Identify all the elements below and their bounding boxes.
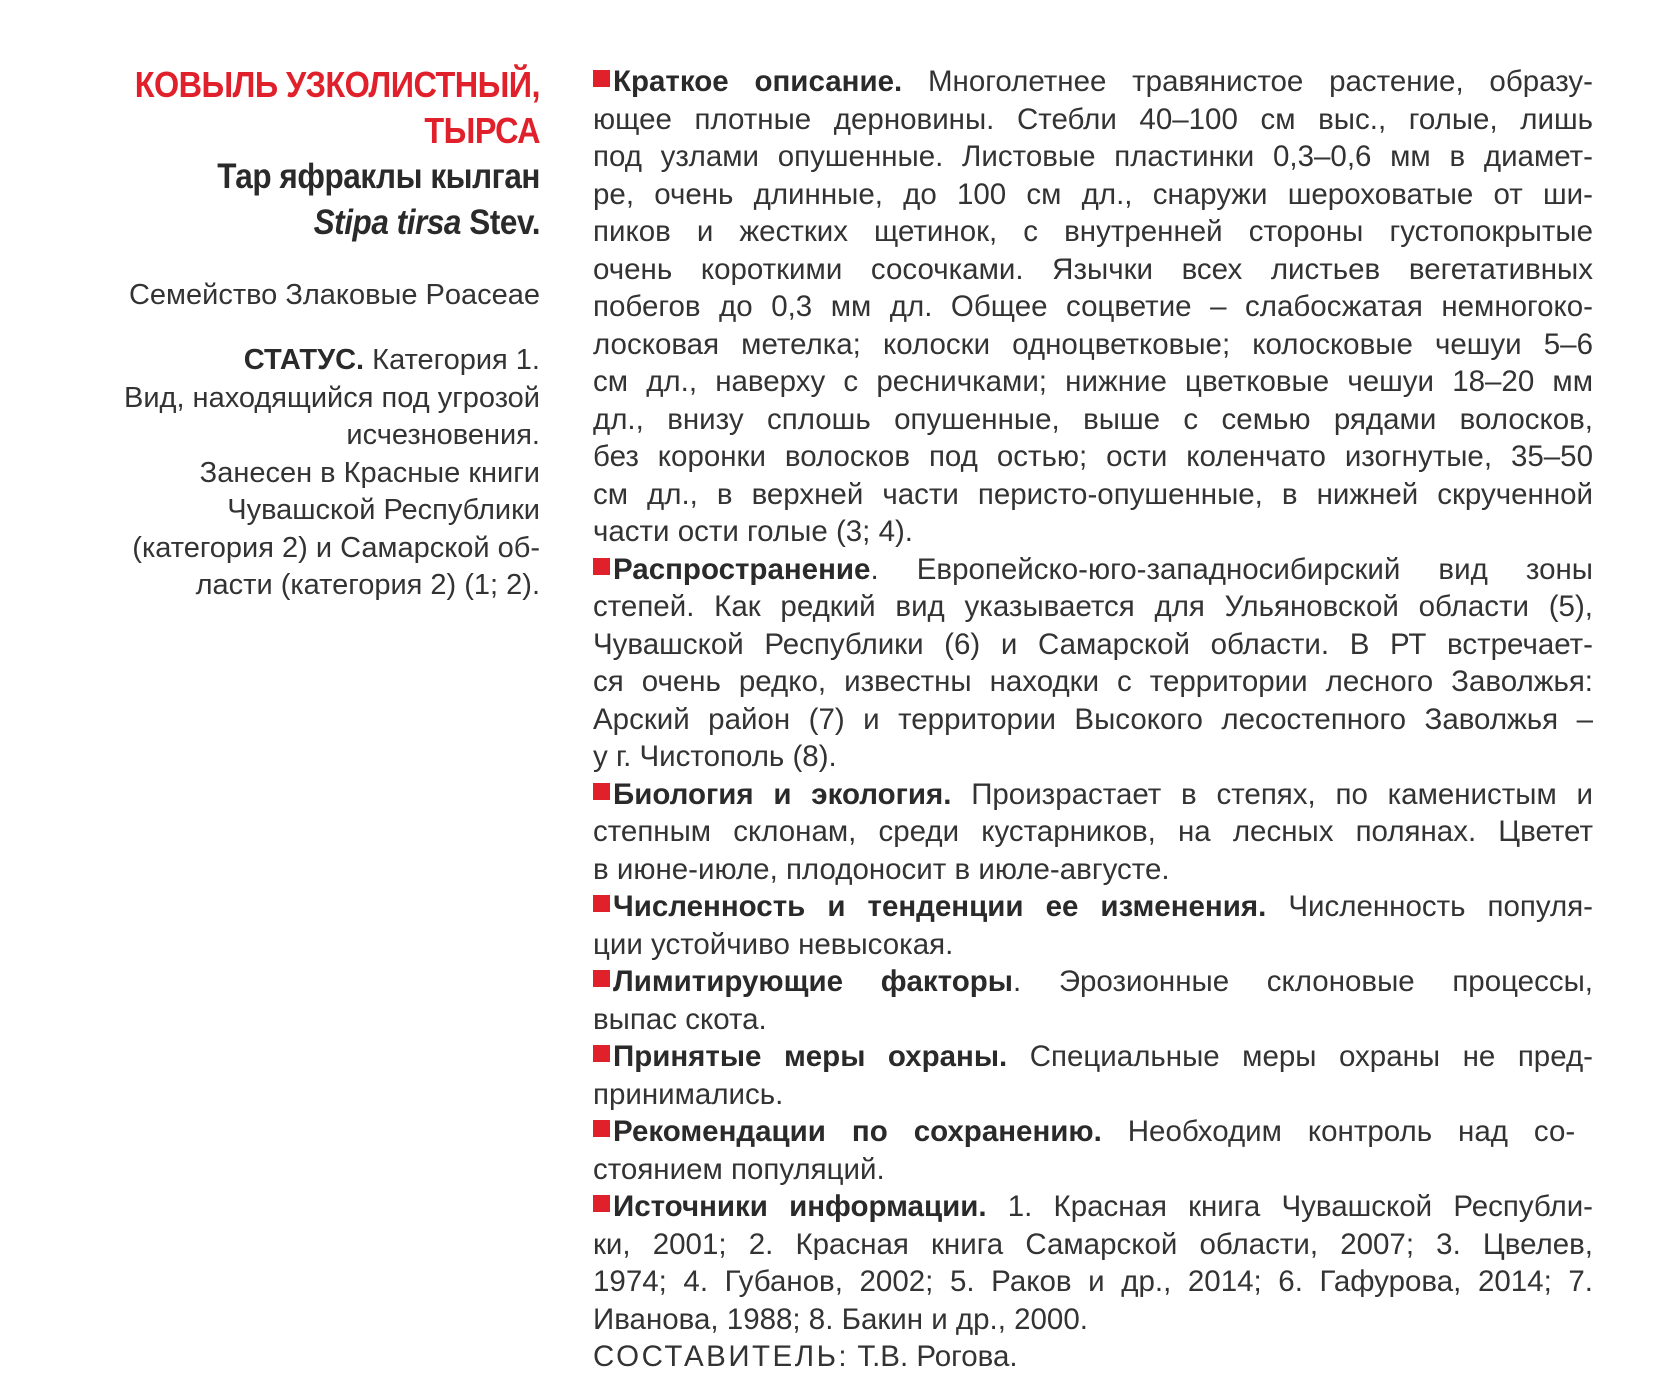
text-line <box>593 888 1593 926</box>
text-line: степей. Как редкий вид указывается для Ульяновской области (5), <box>593 590 1593 623</box>
compiler-name: Т.В. Рогова. <box>849 1340 1018 1373</box>
text-line: Чувашской Республики (6) и Самарской области. В РТ встречает- <box>593 627 1593 661</box>
text-line <box>593 776 1593 814</box>
section-heading: Распространение <box>613 552 871 586</box>
compiler-label: СОСТАВИТЕЛЬ: <box>593 1340 850 1373</box>
section <box>593 776 1593 889</box>
text-line <box>593 551 1593 589</box>
text-line: лосковая метелка; колоски одноцветковые; колосковые чешуи 5–6 <box>593 327 1593 361</box>
status-line: Чувашской Республики <box>227 494 540 526</box>
text-line: Иванова, 1988; 8. Бакин и др., 2000. <box>593 1302 1088 1336</box>
article-body <box>593 63 1593 1376</box>
text-line <box>593 1188 1593 1226</box>
red-square-bullet-icon <box>593 70 610 87</box>
status-line: Занесен в Красные книги <box>199 456 540 489</box>
text-line: ющее плотные дерновины. Стебли 40–100 см выс., голые, лишь <box>593 102 1593 136</box>
red-square-bullet-icon <box>593 1120 610 1137</box>
text-line <box>593 963 1593 1001</box>
status-text: Категория 1. <box>364 344 540 376</box>
section <box>593 1038 1593 1113</box>
section-heading: Принятые меры охраны. <box>613 1040 1008 1073</box>
species-title-latin <box>108 200 540 246</box>
text-line: ции устойчиво невысокая. <box>593 927 954 961</box>
section <box>593 63 1593 551</box>
section <box>593 963 1593 1038</box>
section-heading: Численность и тенденции ее изменения. <box>613 890 1267 923</box>
status-line: (категория 2) и Самарской об- <box>132 531 540 564</box>
text-line: части ости голые (3; 4). <box>593 515 913 548</box>
section-heading: Лимитирующие факторы <box>613 965 1013 998</box>
section-text: . Эрозионные склоновые процессы, <box>1012 965 1593 998</box>
text-line: у г. Чистополь (8). <box>593 740 837 773</box>
text-line: ре, очень длинные, до 100 см дл., снаружи шероховатые от ши- <box>593 177 1593 211</box>
text-line <box>593 1038 1593 1076</box>
red-square-bullet-icon <box>593 1195 610 1212</box>
section-text: Многолетнее травянистое растение, образу- <box>902 65 1593 98</box>
species-header <box>60 62 540 605</box>
family-line: Семейство Злаковые Poaceae <box>128 279 540 311</box>
text-line: выпас скота. <box>593 1002 767 1036</box>
title-line: КОВЫЛЬ УЗКОЛИСТНЫЙ, <box>134 64 540 105</box>
text-line: 1974; 4. Губанов, 2002; 5. Раков и др., 2014; 6. Гафурова, 2014; 7. <box>593 1265 1593 1298</box>
text-line: ся очень редко, известны находки с территории лесного Заволжья: <box>593 665 1593 698</box>
section-text: Необходим контроль над со- <box>1101 1115 1576 1148</box>
compiler-line <box>593 1338 1593 1376</box>
text-line: без коронки волосков под остью; ости коленчато изогнутые, 35–50 <box>593 440 1593 473</box>
status-block <box>60 342 540 605</box>
section <box>593 888 1593 963</box>
text-line: ки, 2001; 2. Красная книга Самарской области, 2007; 3. Цвелев, <box>593 1227 1593 1261</box>
latin-name: Stipa tirsa <box>313 203 461 242</box>
text-line: под узлами опушенные. Листовые пластинки 0,3–0,6 мм в диамет- <box>593 140 1593 173</box>
status-line: Вид, находящийся под угрозой <box>123 381 540 414</box>
red-square-bullet-icon <box>593 783 610 800</box>
section <box>593 1113 1593 1188</box>
text-line: пиков и жестких щетинок, с внутренней стороны густопокрытые <box>593 215 1593 248</box>
red-square-bullet-icon <box>593 895 610 912</box>
red-square-bullet-icon <box>593 558 610 575</box>
section-text: Произрастает в степях, по каменистым и <box>951 777 1593 811</box>
section-heading: Биология и экология. <box>613 777 952 811</box>
latin-author: Stev. <box>469 203 540 242</box>
title-line: ТЫРСА <box>424 110 540 151</box>
text-line <box>593 1113 1593 1151</box>
status-line <box>60 342 540 380</box>
text-line: принимались. <box>593 1077 784 1111</box>
section-heading: Рекомендации по сохранению. <box>613 1115 1102 1148</box>
text-line: побегов до 0,3 мм дл. Общее соцветие – слабосжатая немногоко- <box>593 290 1593 323</box>
text-line: см дл., в верхней части перисто-опушенные, в нижней скрученной <box>593 477 1593 511</box>
species-title-russian <box>108 62 540 154</box>
status-line: ласти (категория 2) (1; 2). <box>195 569 540 601</box>
section-text: 1. Красная книга Чувашской Республи- <box>986 1190 1593 1223</box>
text-line: см дл., наверху с ресничками; нижние цветковые чешуи 18–20 мм <box>593 365 1593 398</box>
text-line: Арский район (7) и территории Высокого лесостепного Заволжья – <box>593 702 1593 736</box>
text-line: стоянием популяций. <box>593 1152 885 1186</box>
red-square-bullet-icon <box>593 970 610 987</box>
text-line: степным склонам, среди кустарников, на лесных полянах. Цветет <box>593 815 1593 848</box>
text-line: очень короткими сосочками. Язычки всех листьев вегетативных <box>593 252 1593 286</box>
text-line <box>593 63 1593 101</box>
red-square-bullet-icon <box>593 1045 610 1062</box>
section-heading: Источники информации. <box>613 1190 987 1223</box>
status-label: СТАТУС. <box>243 344 365 376</box>
section-text: Численность популя- <box>1266 890 1593 923</box>
species-title-tatar: Тар яфраклы кылган <box>217 157 540 196</box>
section-text: Специальные меры охраны не пред- <box>1007 1040 1593 1073</box>
section-text: . Европейско-юго-западносибирский вид зоны <box>870 552 1593 586</box>
section <box>593 1188 1593 1338</box>
section-heading: Краткое описание. <box>613 65 903 98</box>
status-line: исчезновения. <box>346 419 540 451</box>
text-line: в июне-июле, плодоносит в июле-августе. <box>593 852 1170 886</box>
text-line: дл., внизу сплошь опушенные, выше с семью рядами волосков, <box>593 402 1593 436</box>
section <box>593 551 1593 776</box>
